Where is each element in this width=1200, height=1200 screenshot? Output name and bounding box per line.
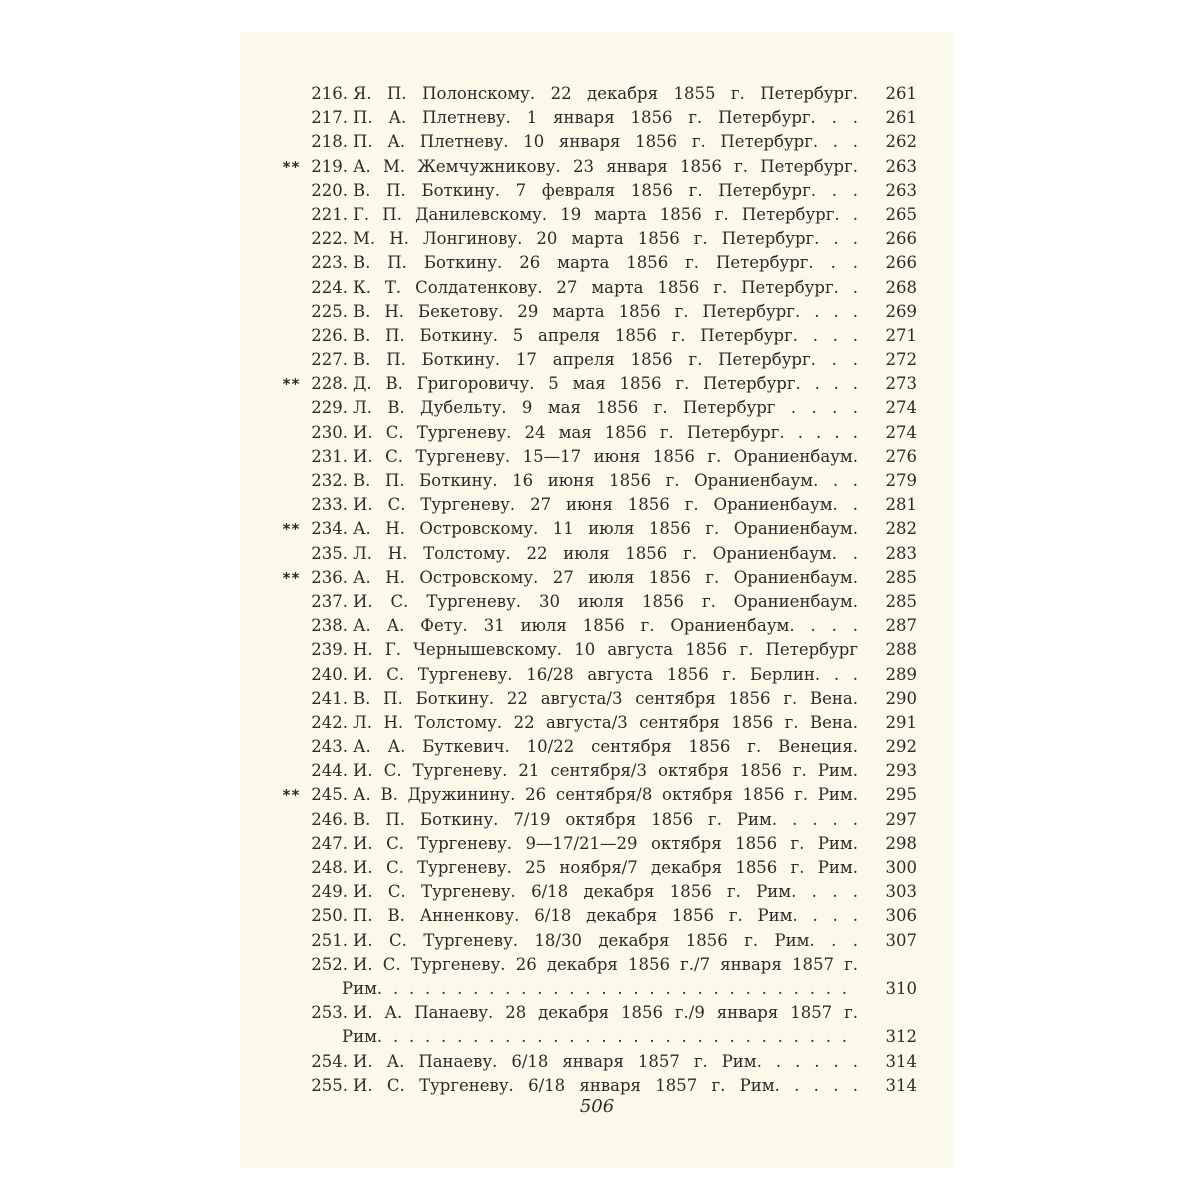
entry-title: В. П. Боткину. 16 июня 1856 г. Ораниенбаум. . . [353, 471, 858, 490]
entry-title: И. С. Тургеневу. 24 мая 1856 г. Петербург. . . . . [353, 422, 858, 442]
entry-number: 238. [311, 616, 348, 636]
entry-title: В. П. Боткину. 7/19 октября 1856 г. Рим. . . . . [353, 809, 858, 829]
entry-title: П. А. Плетневу. 1 января 1856 г. Петербург. . . [353, 108, 858, 128]
entry-page-number: 266 [885, 229, 917, 249]
entry-page-number: 292 [885, 737, 917, 757]
entry-page-number: 295 [885, 785, 917, 805]
entry-title: Рим. . . . . . . . . . . . . . . . . . . . . . . . . . . . . . [342, 1027, 847, 1047]
entry-title: К. Т. Солдатенкову. 27 марта 1856 г. Петербург. . [353, 277, 858, 297]
entry-number: 243. [311, 737, 348, 757]
entry-title: И. А. Панаеву. 6/18 января 1857 г. Рим. . . . . . [353, 1051, 858, 1071]
entry-page-number: 281 [885, 495, 917, 515]
entry-page-number: 307 [885, 930, 917, 950]
toc-entry [240, 300, 954, 324]
toc-entry [240, 759, 954, 783]
entry-title: И. С. Тургеневу. 15—17 июня 1856 г. Ораниенбаум. [353, 446, 858, 466]
entry-page-number: 288 [885, 640, 917, 660]
entry-number: 236. [311, 567, 348, 587]
toc-entry [240, 82, 954, 106]
toc-entry [240, 227, 954, 251]
toc-entry [240, 687, 954, 711]
entry-title: Л. Н. Толстому. 22 августа/3 сентября 1856 г. Вена. [353, 712, 858, 732]
entry-number: 249. [311, 882, 348, 902]
toc-entry [240, 106, 954, 130]
entry-title: И. С. Тургеневу. 16/28 августа 1856 г. Берлин. . . [353, 664, 858, 684]
toc-entry [240, 808, 954, 832]
entry-number: 216. [311, 84, 348, 103]
entry-page-number: 297 [885, 809, 917, 829]
entry-number: 244. [311, 761, 348, 781]
entry-title: В. П. Боткину. 17 апреля 1856 г. Петербург. . . [353, 350, 858, 370]
toc-entry [240, 324, 954, 348]
entry-page-number: 263 [885, 180, 917, 200]
toc-entry [240, 566, 954, 590]
entry-page-number: 274 [885, 398, 917, 418]
entry-number: 219. [311, 156, 348, 176]
toc-entry [240, 179, 954, 203]
entry-number: 233. [311, 495, 348, 515]
new-publication-marker: ** [282, 568, 301, 587]
entry-title: Л. В. Дубельту. 9 мая 1856 г. Петербург . . . . [353, 398, 858, 418]
entry-number: 224. [311, 277, 348, 297]
new-publication-marker: ** [282, 520, 301, 539]
book-page [240, 32, 954, 1168]
entry-page-number: 314 [885, 1075, 917, 1095]
entry-number: 235. [311, 543, 348, 563]
entry-number: 222. [311, 229, 348, 249]
entry-title: А. В. Дружинину. 26 сентября/8 октября 1856 г. Рим. [353, 785, 858, 805]
entry-title: И. С. Тургеневу. 6/18 января 1857 г. Рим. . . . . [353, 1075, 858, 1095]
toc-entry [240, 711, 954, 735]
entry-title: В. Н. Бекетову. 29 марта 1856 г. Петербург. . . . [353, 301, 858, 321]
toc-entry [240, 1074, 954, 1098]
entry-number: 234. [311, 519, 348, 539]
entry-page-number: 289 [885, 664, 917, 684]
entry-title: И. С. Тургеневу. 6/18 декабря 1856 г. Рим. . . . [353, 882, 858, 902]
entry-number: 253. [311, 1003, 348, 1023]
toc-entry [240, 396, 954, 420]
entry-title: И. С. Тургеневу. 30 июля 1856 г. Ораниенбаум. [353, 591, 858, 611]
entry-title: П. А. Плетневу. 10 января 1856 г. Петербург. . . [353, 132, 858, 152]
entry-number: 230. [311, 422, 348, 442]
entry-number: 248. [311, 858, 348, 877]
toc-entry [240, 445, 954, 469]
toc-entry [240, 614, 954, 638]
entry-page-number: 300 [885, 858, 917, 877]
entry-page-number: 263 [885, 156, 917, 176]
entry-number: 251. [311, 930, 348, 950]
toc-entry [240, 1050, 954, 1074]
entry-page-number: 293 [885, 761, 917, 781]
entry-title: Я. П. Полонскому. 22 декабря 1855 г. Петербург. [353, 84, 858, 103]
entry-title: А. А. Фету. 31 июля 1856 г. Ораниенбаум. . . . [353, 616, 858, 636]
entry-page-number: 312 [885, 1027, 917, 1047]
entry-number: 255. [311, 1075, 348, 1095]
entry-page-number: 287 [885, 616, 917, 636]
entry-page-number: 285 [885, 591, 917, 611]
new-publication-marker: ** [282, 157, 301, 176]
toc-entry [240, 469, 954, 493]
entry-title: И. С. Тургеневу. 21 сентября/3 октября 1856 г. Рим. [353, 761, 858, 781]
entry-page-number: 271 [885, 325, 917, 345]
entry-number: 242. [311, 712, 348, 732]
entry-title: А. А. Буткевич. 10/22 сентября 1856 г. Венеция. [353, 737, 858, 757]
entry-page-number: 290 [885, 688, 917, 708]
toc-entry [240, 517, 954, 541]
entry-number: 228. [311, 374, 348, 394]
entry-title: Л. Н. Толстому. 22 июля 1856 г. Ораниенбаум. . [353, 543, 858, 563]
entry-page-number: 261 [885, 108, 917, 128]
entry-page-number: 261 [885, 84, 917, 103]
toc-entry [240, 856, 954, 880]
entry-number: 223. [311, 253, 348, 273]
entry-page-number: 298 [885, 833, 917, 853]
entry-title: А. М. Жемчужникову. 23 января 1856 г. Петербург. [353, 156, 858, 176]
entry-title: А. Н. Островскому. 27 июля 1856 г. Ораниенбаум. [353, 567, 858, 587]
toc-entry [240, 348, 954, 372]
entry-number: 246. [311, 809, 348, 829]
entry-page-number: 314 [885, 1051, 917, 1071]
entry-number: 245. [311, 785, 348, 805]
entry-page-number: 269 [885, 301, 917, 321]
entry-page-number: 285 [885, 567, 917, 587]
entry-title: Рим. . . . . . . . . . . . . . . . . . . . . . . . . . . . . . [342, 978, 847, 998]
entry-page-number: 268 [885, 277, 917, 297]
toc-entry [240, 251, 954, 275]
entry-title: И. С. Тургеневу. 27 июня 1856 г. Ораниенбаум. . [353, 495, 858, 515]
entry-number: 225. [311, 301, 348, 321]
entry-title: В. П. Боткину. 26 марта 1856 г. Петербург. . . [353, 253, 858, 273]
entry-page-number: 262 [885, 132, 917, 152]
entry-title: И. А. Панаеву. 28 декабря 1856 г./9 января 1857 г. [353, 1003, 858, 1023]
toc-entry [240, 783, 954, 807]
toc-entry [240, 155, 954, 179]
toc-entry [240, 904, 954, 928]
entry-number: 221. [311, 204, 348, 224]
entry-title: В. П. Боткину. 7 февраля 1856 г. Петербург. . . [353, 180, 858, 200]
entry-page-number: 303 [885, 882, 917, 902]
entry-page-number: 282 [885, 519, 917, 539]
toc-entry [240, 735, 954, 759]
entry-number: 247. [311, 833, 348, 853]
toc-entry [240, 203, 954, 227]
entry-number: 250. [311, 906, 348, 926]
new-publication-marker: ** [282, 375, 301, 394]
toc-entry [240, 542, 954, 566]
table-of-contents [240, 82, 954, 1098]
entry-page-number: 279 [885, 471, 917, 490]
toc-entry [240, 493, 954, 517]
entry-title: Н. Г. Чернышевскому. 10 августа 1856 г. Петербург [353, 640, 858, 660]
entry-title: В. П. Боткину. 22 августа/3 сентября 1856 г. Вена. [353, 688, 858, 708]
toc-entry [240, 421, 954, 445]
entry-title: М. Н. Лонгинову. 20 марта 1856 г. Петербург. . . [353, 229, 858, 249]
entry-number: 220. [311, 180, 348, 200]
entry-page-number: 310 [885, 978, 917, 998]
toc-entry [240, 590, 954, 614]
entry-number: 231. [311, 446, 348, 466]
entry-number: 241. [311, 688, 348, 708]
page-number: 506 [579, 1096, 615, 1117]
entry-page-number: 276 [885, 446, 917, 466]
entry-number: 254. [311, 1051, 348, 1071]
entry-title: И. С. Тургеневу. 25 ноября/7 декабря 1856 г. Рим. [353, 858, 858, 877]
entry-number: 252. [311, 954, 348, 974]
new-publication-marker: ** [282, 786, 301, 805]
entry-title: И. С. Тургеневу. 26 декабря 1856 г./7 января 1857 г. [353, 954, 858, 974]
entry-page-number: 272 [885, 350, 917, 370]
toc-entry [240, 130, 954, 154]
toc-entry [240, 832, 954, 856]
entry-page-number: 306 [885, 906, 917, 926]
entry-page-number: 266 [885, 253, 917, 273]
entry-title: Д. В. Григоровичу. 5 мая 1856 г. Петербург. . . . [353, 374, 858, 394]
entry-number: 229. [311, 398, 348, 418]
entry-title: П. В. Анненкову. 6/18 декабря 1856 г. Рим. . . . [353, 906, 858, 926]
entry-page-number: 273 [885, 374, 917, 394]
entry-page-number: 265 [885, 204, 917, 224]
toc-entry-continuation [240, 1025, 954, 1049]
toc-entry [240, 663, 954, 687]
toc-entry [240, 929, 954, 953]
entry-number: 240. [311, 664, 348, 684]
entry-title: И. С. Тургеневу. 18/30 декабря 1856 г. Рим. . . [353, 930, 858, 950]
entry-page-number: 283 [885, 543, 917, 563]
entry-title: Г. П. Данилевскому. 19 марта 1856 г. Петербург. . [353, 204, 858, 224]
entry-number: 239. [311, 640, 348, 660]
toc-entry [240, 372, 954, 396]
toc-entry [240, 880, 954, 904]
entry-title: В. П. Боткину. 5 апреля 1856 г. Петербург. . . . [353, 325, 858, 345]
entry-number: 226. [311, 325, 348, 345]
entry-title: А. Н. Островскому. 11 июля 1856 г. Ораниенбаум. [353, 519, 858, 539]
toc-entry [240, 953, 954, 977]
entry-number: 227. [311, 350, 348, 370]
entry-page-number: 274 [885, 422, 917, 442]
entry-title: И. С. Тургеневу. 9—17/21—29 октября 1856 г. Рим. [353, 833, 858, 853]
toc-entry [240, 1001, 954, 1025]
toc-entry-continuation [240, 977, 954, 1001]
toc-entry [240, 638, 954, 662]
entry-number: 218. [311, 132, 348, 152]
toc-entry [240, 276, 954, 300]
entry-page-number: 291 [885, 712, 917, 732]
entry-number: 232. [311, 471, 348, 490]
entry-number: 237. [311, 591, 348, 611]
entry-number: 217. [311, 108, 348, 128]
